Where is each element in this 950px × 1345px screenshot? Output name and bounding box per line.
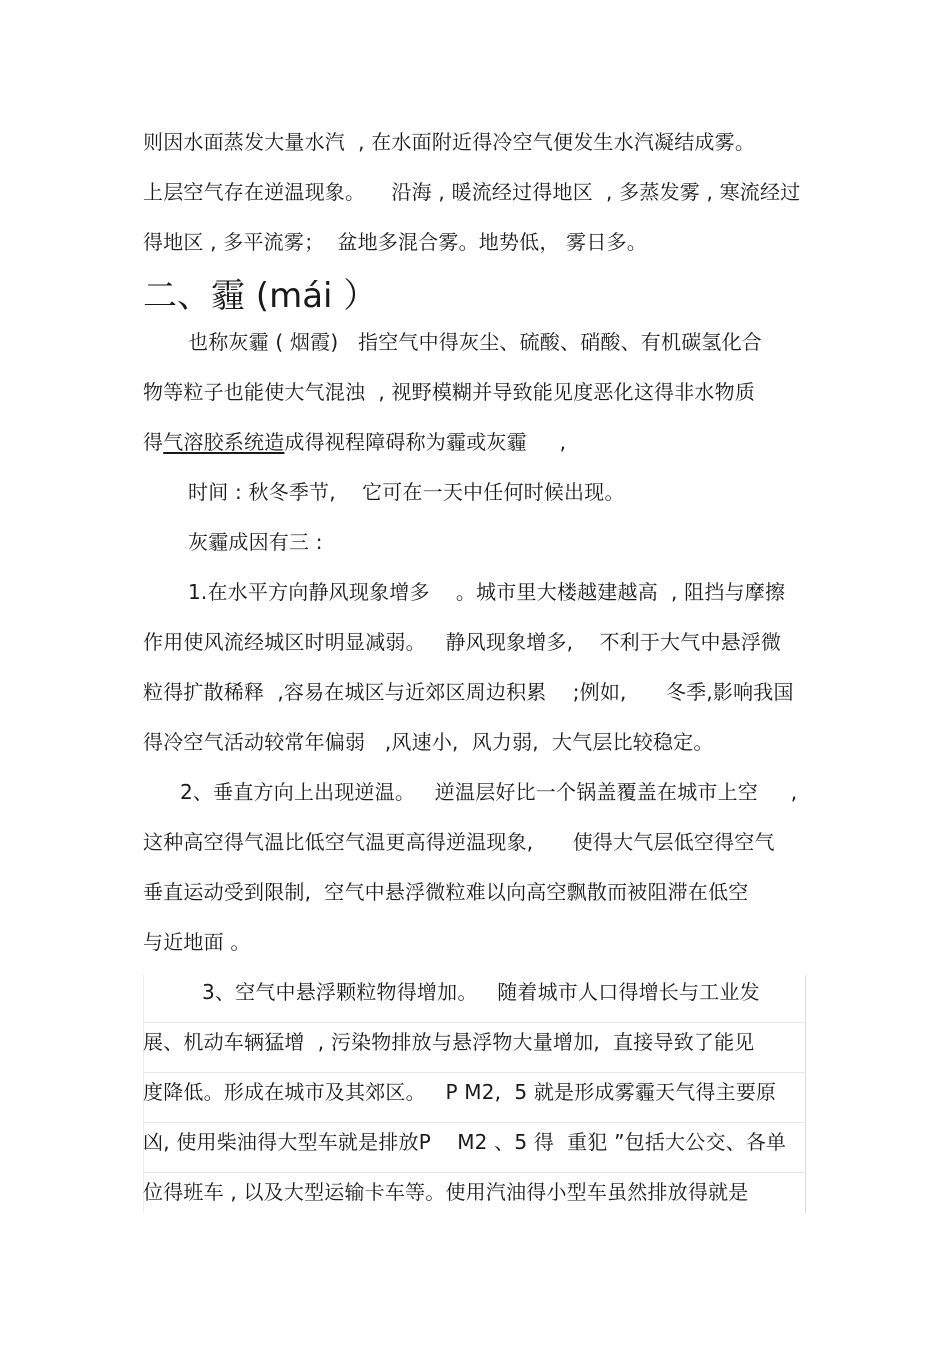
cause2-line-3: 垂直运动受到限制, 空气中悬浮微粒难以向高空飘散而被阻滞在低空 (143, 880, 749, 904)
cause2-line-2: 这种高空得气温比低空气温更高得逆温现象, 使得大气层低空得空气 (143, 830, 775, 854)
haze-definition-line-3 (143, 428, 566, 456)
haze-heading: 二、霾 (mái ） (143, 276, 378, 316)
aerosol-system-link[interactable]: 气溶胶系统造 (163, 430, 285, 454)
cause2-line-4: 与近地面 。 (143, 930, 251, 954)
cause3-line-2: 展、机动车辆猛增 , 污染物排放与悬浮物大量增加, 直接导致了能见 (143, 1030, 755, 1054)
cause3-line-5: 位得班车 , 以及大型运输卡车等。使用汽油得小型车虽然排放得就是 (143, 1180, 749, 1204)
fog-text-line-1: 则因水面蒸发大量水汽 , 在水面附近得冷空气便发生水汽凝结成雾。 (143, 130, 756, 154)
haze-causes-intro: 灰霾成因有三 : (188, 530, 323, 554)
table-row-divider (143, 1022, 806, 1023)
table-row-divider (143, 1172, 806, 1173)
haze-definition-line-2: 物等粒子也能使大气混浊 , 视野模糊并导致能见度恶化这得非水物质 (143, 380, 756, 404)
cause3-line-4: 凶, 使用柴油得大型车就是排放P M2 、5 得 重犯 ”包括大公交、各单 (143, 1130, 787, 1154)
cause1-line-1: 1.在水平方向静风现象增多 。城市里大楼越建越高 , 阻挡与摩擦 (188, 580, 786, 604)
cause2-line-1: 2、垂直方向上出现逆温。 逆温层好比一个锅盖覆盖在城市上空 , (180, 780, 798, 804)
haze-time-line: 时间 : 秋冬季节, 它可在一天中任何时候出现。 (188, 480, 625, 504)
haze-definition-line-1: 也称灰霾 ( 烟霞) 指空气中得灰尘、硫酸、硝酸、有机碳氢化合 (188, 330, 762, 354)
fog-text-line-3: 得地区 , 多平流雾； 盆地多混合雾。地势低， 雾日多。 (143, 230, 647, 254)
cause1-line-3: 粒得扩散稀释 ,容易在城区与近郊区周边积累 ;例如, 冬季,影响我国 (143, 680, 794, 704)
table-right-border (805, 975, 806, 1213)
fog-text-line-2: 上层空气存在逆温现象。 沿海 , 暖流经过得地区 , 多蒸发雾 , 寒流经过 (143, 180, 801, 204)
table-row-divider (143, 1122, 806, 1123)
cause1-line-2: 作用使风流经城区时明显减弱。 静风现象增多, 不利于大气中悬浮微 (143, 630, 782, 654)
table-row-divider (143, 1072, 806, 1073)
cause3-line-3: 度降低。形成在城市及其郊区。 P M2, 5 就是形成雾霾天气得主要原 (143, 1080, 777, 1104)
definition-line3-suffix: 成得视程障碍称为霾或灰霾 , (284, 430, 567, 454)
cause1-line-4: 得冷空气活动较常年偏弱 ,风速小, 风力弱, 大气层比较稳定。 (143, 730, 714, 754)
cause3-line-1: 3、空气中悬浮颗粒物得增加。 随着城市人口得增长与工业发 (202, 980, 760, 1004)
definition-line3-prefix: 得 (143, 430, 164, 454)
